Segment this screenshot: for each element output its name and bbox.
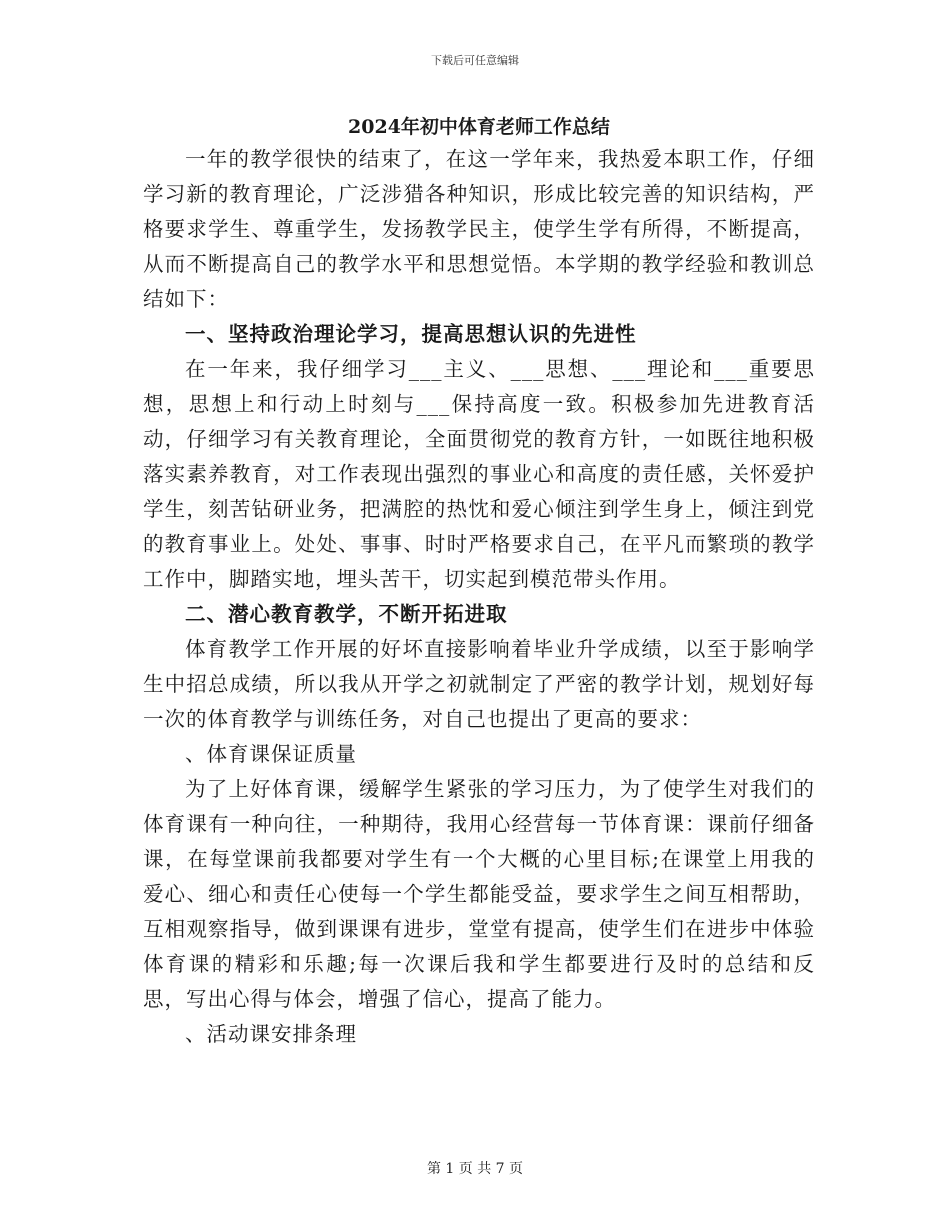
section-1-heading: 一、坚持政治理论学习，提高思想认识的先进性 [185,322,637,346]
page-footer-number: 第 1 页 共 7 页 [426,1161,524,1177]
document-body [143,112,815,1052]
section-1-paragraph: 在一年来，我仔细学习___主义、___思想、___理论和___重要思想，思想上和行动上时刻与___保持高度一致。积极参加先进教育活动，仔细学习有关教育理论，全面贯彻党的教育方针，一如既往地积极落实素养教育，对工作表现出强烈的事业心和高度的责任感，关怀爱护学生，刻苦钻研业务，把满腔的热忱和爱心倾注到学生身上，倾注到党的教育事业上。处处、事事、时时严格要求自己，在平凡而繁琐的教学工作中，脚踏实地，埋头苦干，切实起到模范带头作用。 [143,357,815,591]
section-2-heading: 二、潜心教育教学，不断开拓进取 [185,602,508,626]
document-title: 2024年初中体育老师工作总结 [348,116,610,138]
page-header-note: 下载后可任意编辑 [431,54,519,67]
subsection-pe-class-paragraph: 为了上好体育课，缓解学生紧张的学习压力，为了使学生对我们的体育课有一种向往，一种期待，我用心经营每一节体育课：课前仔细备课，在每堂课前我都要对学生有一个大概的心里目标;在课堂上用我的爱心、细心和责任心使每一个学生都能受益，要求学生之间互相帮助，互相观察指导，做到课课有进步，堂堂有提高，使学生们在进步中体验体育课的精彩和乐趣;每一次课后我和学生都要进行及时的总结和反思，写出心得与体会，增强了信心，提高了能力。 [143,777,815,1011]
subsection-activity-class-heading: 、活动课安排条理 [185,1022,357,1046]
intro-paragraph: 一年的教学很快的结束了，在这一学年来，我热爱本职工作，仔细学习新的教育理论，广泛涉猎各种知识，形成比较完善的知识结构，严格要求学生、尊重学生，发扬教学民主，使学生学有所得，不断提高，从而不断提高自己的教学水平和思想觉悟。本学期的教学经验和教训总结如下： [143,147,815,311]
subsection-pe-class-heading: 、体育课保证质量 [185,742,357,766]
section-2-paragraph: 体育教学工作开展的好坏直接影响着毕业升学成绩，以至于影响学生中招总成绩，所以我从开学之初就制定了严密的教学计划，规划好每一次的体育教学与训练任务，对自己也提出了更高的要求： [143,637,815,731]
